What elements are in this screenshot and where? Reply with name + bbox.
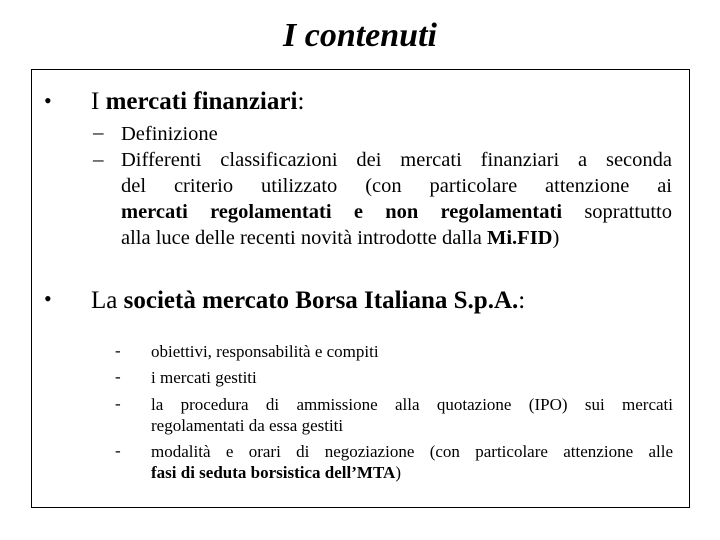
list-item-procedura <box>151 394 673 436</box>
item-bold-text: fasi di seduta borsistica dell’MTA <box>151 463 396 482</box>
item-text: i mercati gestiti <box>151 368 257 387</box>
item-line: del criterio utilizzato (con particolare attenzione ai <box>121 175 672 197</box>
item-line: la procedura di ammissione alla quotazione (IPO) sui mercati <box>151 395 673 414</box>
heading-bold: mercati finanziari <box>105 88 298 115</box>
slide-title: I contenuti <box>283 17 437 54</box>
section-heading-mercati-finanziari <box>91 86 304 118</box>
heading-suffix: : <box>297 88 305 115</box>
heading-prefix: La <box>91 287 124 314</box>
dash-marker: – <box>93 120 104 144</box>
dash-marker: - <box>115 367 121 386</box>
item-line: Differenti classificazioni dei mercati finanziari a seconda <box>121 149 672 171</box>
item-text: ) <box>395 463 401 482</box>
item-line: modalità e orari di negoziazione (con particolare attenzione alle <box>151 442 673 461</box>
section-heading-borsa-italiana <box>91 285 525 317</box>
heading-prefix: I <box>91 88 106 115</box>
item-line <box>121 225 672 251</box>
list-item-definizione <box>121 121 672 147</box>
item-text: soprattutto <box>562 201 672 223</box>
dash-marker: - <box>115 441 121 460</box>
dash-marker: – <box>93 147 104 171</box>
list-item-classificazioni <box>121 147 672 251</box>
item-text: Definizione <box>121 123 218 145</box>
list-item-mercati-gestiti <box>151 367 673 388</box>
item-bold-text: mercati regolamentati e non regolamentati <box>121 201 563 223</box>
item-line <box>121 199 672 225</box>
list-item-obiettivi <box>151 341 673 362</box>
bullet-marker: • <box>44 286 52 311</box>
list-item-modalita <box>151 441 673 483</box>
dash-marker: - <box>115 394 121 413</box>
bullet-marker: • <box>44 88 52 113</box>
dash-marker: - <box>115 341 121 360</box>
item-text: alla luce delle recenti novità introdotte dalla <box>121 227 487 249</box>
item-line <box>151 462 673 483</box>
heading-suffix: : <box>518 287 526 314</box>
item-line: regolamentati da essa gestiti <box>151 416 344 435</box>
item-text: ) <box>552 227 560 249</box>
item-bold-text: Mi.FID <box>487 227 553 249</box>
heading-bold: società mercato Borsa Italiana S.p.A. <box>123 287 519 314</box>
item-text: obiettivi, responsabilità e compiti <box>151 342 379 361</box>
